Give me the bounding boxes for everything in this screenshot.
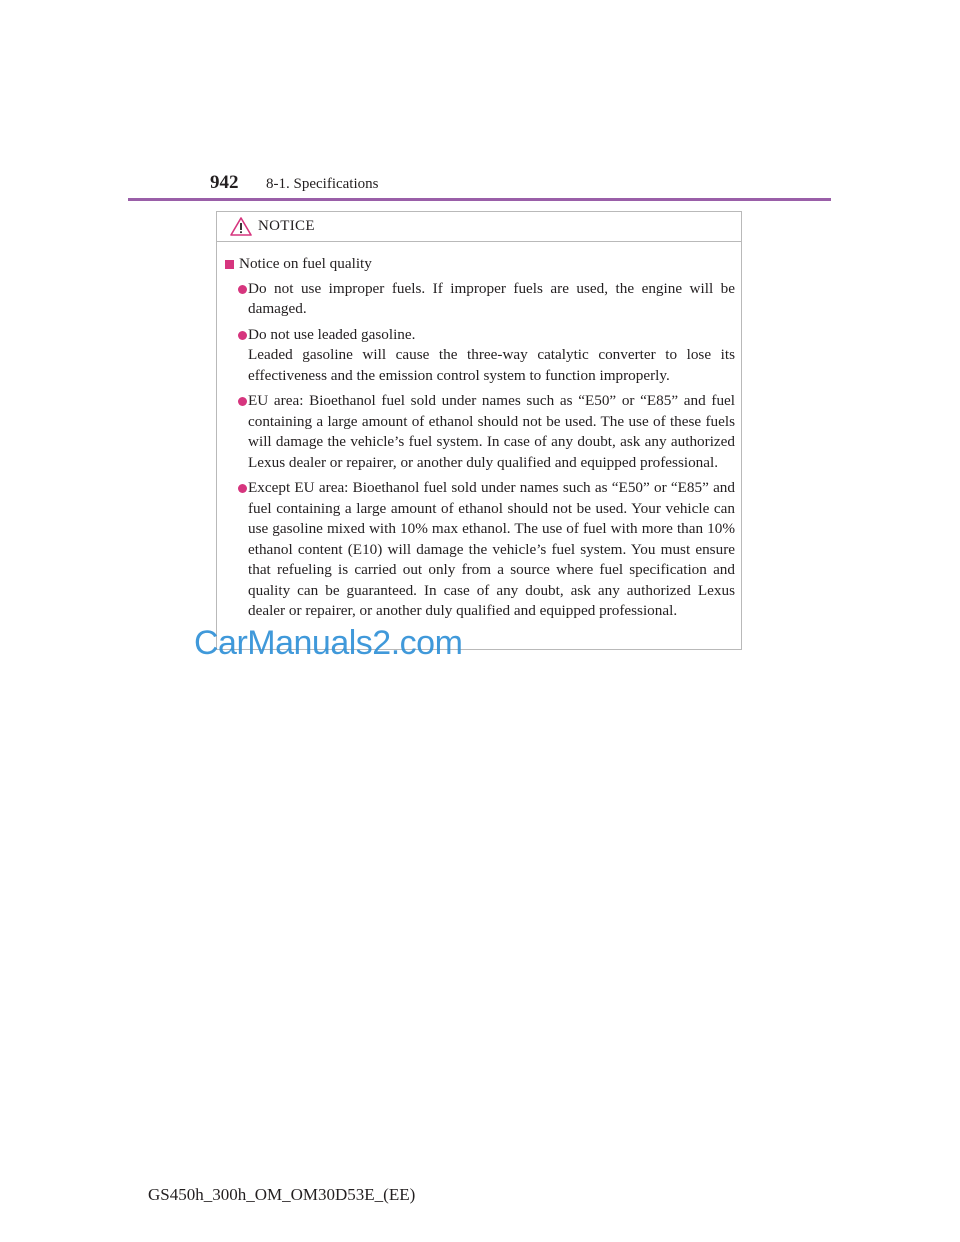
list-item-text: EU area: Bioethanol fuel sold under names such as “E50” or “E85” and fuel containing a large amount of ethanol should not be used. The use of these fuels will damage the vehicle’s fuel system. In case of any doubt, ask any authorized Lexus dealer or repairer, or another duly qualified and equipped professional. (248, 392, 735, 471)
header-rule (128, 198, 831, 201)
round-bullet-icon (238, 331, 247, 340)
list-item (225, 325, 735, 387)
list-item-text: Except EU area: Bioethanol fuel sold under names such as “E50” or “E85” and fuel containing a large amount of ethanol should not be used. Your vehicle can use gasoline mixed with 10% max ethanol. The use of fuel with more than 10% ethanol content (E10) will damage the vehicle’s fuel system. You must ensure that refueling is carried out only from a source where fuel specification and quality can be guaranteed. In case of any doubt, ask any authorized Lexus dealer or repairer, or another duly qualified and equipped professional. (248, 479, 735, 619)
section-title: 8-1. Specifications (266, 176, 379, 192)
list-item-text: Do not use improper fuels. If improper fuels are used, the engine will be damaged. (248, 279, 735, 317)
notice-title: NOTICE (258, 218, 315, 234)
square-bullet-icon (225, 260, 234, 269)
notice-subheading (225, 254, 735, 275)
notice-body (217, 242, 741, 622)
list-item (225, 391, 735, 473)
subheading-text: Notice on fuel quality (239, 255, 372, 272)
list-item (225, 478, 735, 622)
page-header (210, 172, 378, 198)
round-bullet-icon (238, 397, 247, 406)
page-number: 942 (210, 172, 239, 193)
round-bullet-icon (238, 484, 247, 493)
notice-box (216, 211, 742, 650)
list-item-text: Leaded gasoline will cause the three-way catalytic converter to lose its effectiveness and the emission control system to function improperly. (248, 346, 735, 384)
warning-triangle-icon (230, 217, 252, 236)
round-bullet-icon (238, 285, 247, 294)
footer-code: GS450h_300h_OM_OM30D53E_(EE) (148, 1185, 416, 1204)
list-item (225, 279, 735, 320)
list-item-text: Do not use leaded gasoline. (248, 325, 416, 343)
notice-header (217, 212, 741, 242)
watermark-logo[interactable]: CarManuals2.com (194, 624, 463, 662)
